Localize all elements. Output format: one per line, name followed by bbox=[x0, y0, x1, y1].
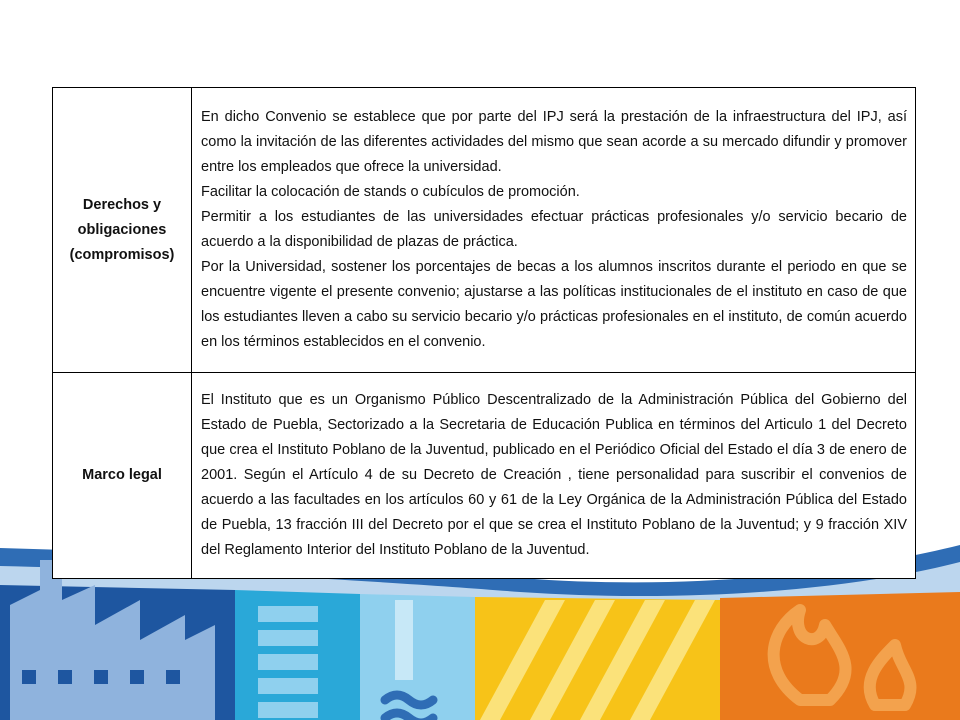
label-line: Derechos y bbox=[82, 196, 162, 213]
content-paragraph: En dicho Convenio se establece que por parte del IPJ será la prestación de la infraestructura del IPJ, así como la invitación de las diferentes actividades del mismo que sean acorde a su mercado difundir y promover entre los empleados que ofrece la universidad. bbox=[201, 109, 907, 175]
agreement-table bbox=[52, 87, 916, 579]
label-line: (compromisos) bbox=[69, 246, 175, 263]
table-row bbox=[53, 373, 916, 579]
light-beam bbox=[395, 600, 413, 680]
row-label-marco-legal bbox=[53, 373, 192, 579]
label-line: obligaciones bbox=[77, 221, 167, 238]
content-paragraph: Permitir a los estudiantes de las universidades efectuar prácticas profesionales y/o servicio becario de acuerdo a la disponibilidad de plazas de práctica. bbox=[201, 209, 907, 250]
row-content-marco-legal bbox=[192, 373, 916, 579]
table-row bbox=[53, 88, 916, 373]
label-line: Marco legal bbox=[82, 467, 162, 483]
content-paragraph: Facilitar la colocación de stands o cubículos de promoción. bbox=[201, 184, 580, 200]
row-content-derechos bbox=[192, 88, 916, 373]
content-paragraph: Por la Universidad, sostener los porcentajes de becas a los alumnos inscritos durante el periodo en que se encuentre vigente el presente convenio; ajustarse a las políticas institucionales de el instituto en caso de que los estudiantes lleven a cabo su servicio becario y/o prácticas profesionales en el instituto, de común acuerdo en los términos establecidos en el convenio. bbox=[201, 259, 907, 350]
content-paragraph: El Instituto que es un Organismo Público Descentralizado de la Administración Pública del Gobierno del Estado de Puebla, Sectorizado a la Secretaria de Educación Publica en términos del Articulo 1 del Decreto que crea el Instituto Poblano de la Juventud, publicado en el Periódico Oficial del Estado el día 3 de enero de 2001. Según el Artículo 4 de su Decreto de Creación , tiene personalidad para suscribir el convenios de acuerdo a las facultades en los artículos 60 y 61 de la Ley Orgánica de la Administración Pública del Estado de Puebla, 13 fracción III del Decreto por el que se crea el Instituto Poblano de la Juventud; y 9 fracción XIV del Reglamento Interior del Instituto Poblano de la Juventud. bbox=[201, 392, 907, 558]
row-label-derechos bbox=[53, 88, 192, 373]
